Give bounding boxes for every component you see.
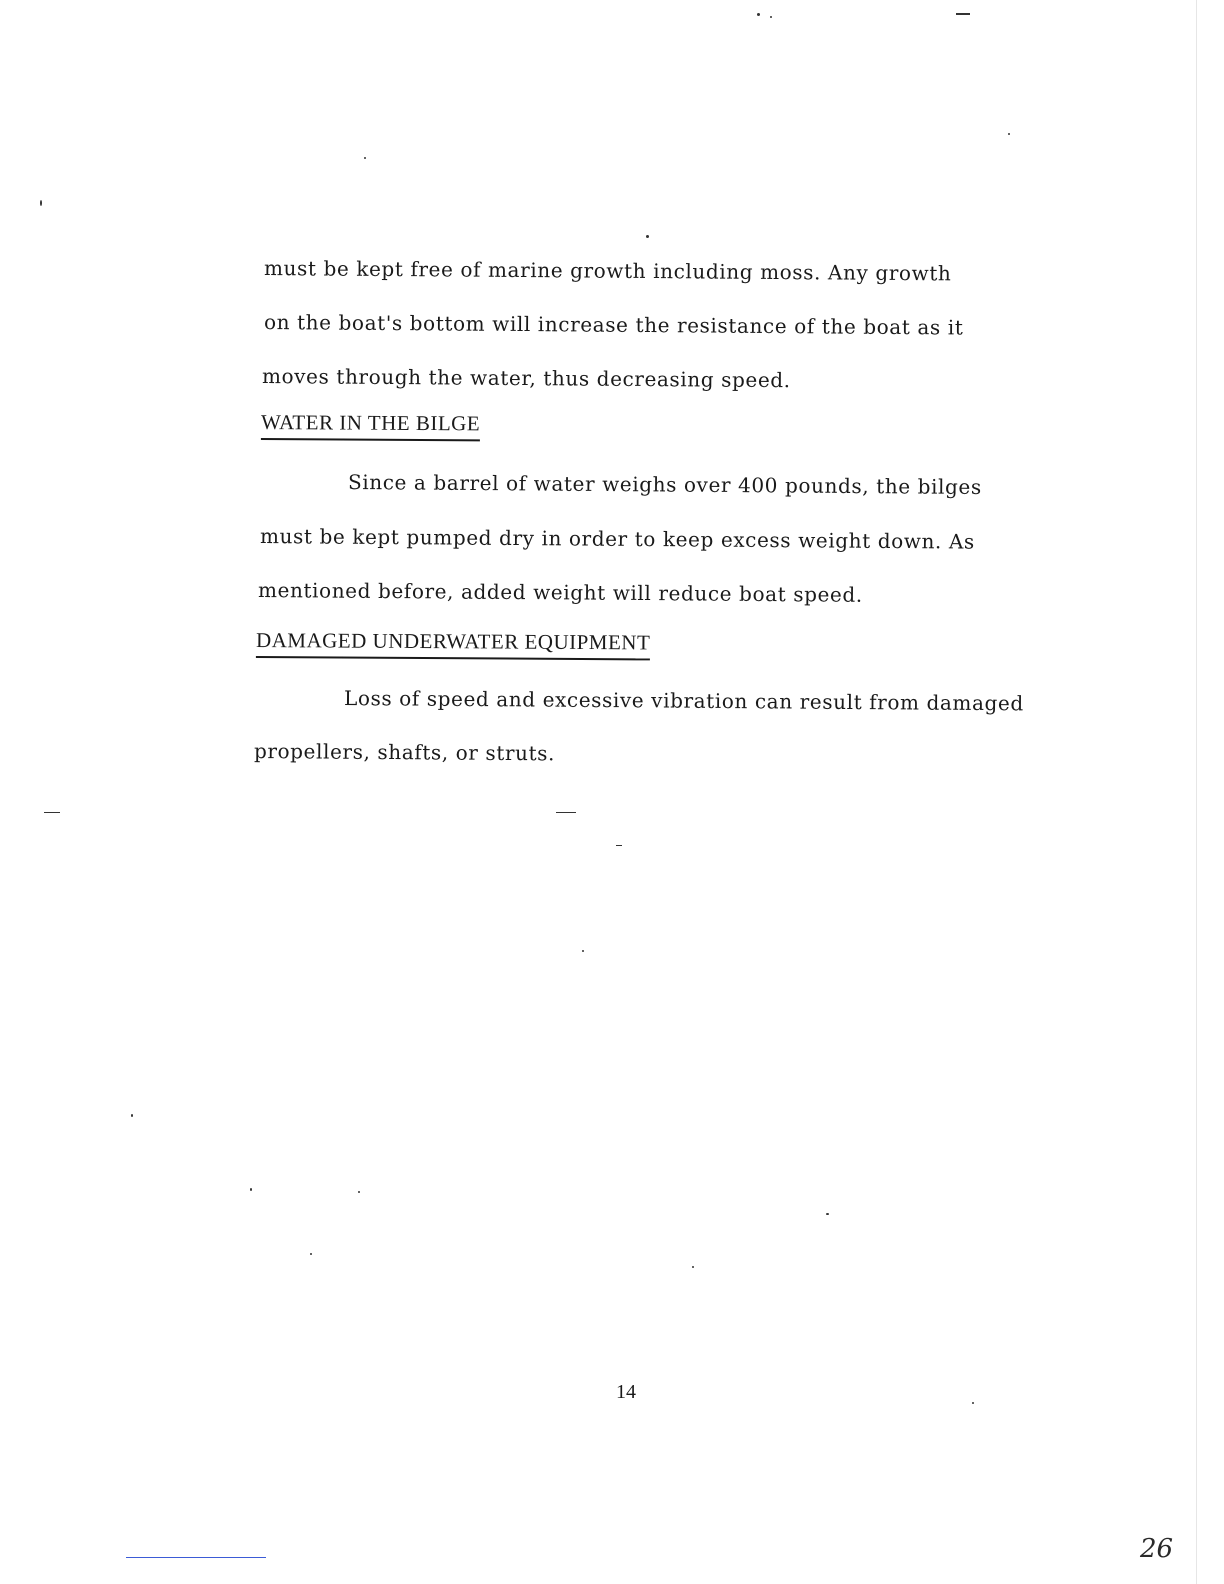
scan-speck [250,1188,252,1191]
handwritten-page-mark: 26 [1140,1534,1174,1564]
scan-edge-line [1196,0,1197,1584]
paragraph-line: moves through the water, thus decreasing speed. [261,364,791,393]
scan-speck [40,200,42,206]
scan-speck [364,157,366,159]
paragraph-line: Loss of speed and excessive vibration can result from damaged [343,686,1024,716]
scan-speck [616,845,622,846]
scan-speck [972,1402,974,1404]
paragraph-line: must be kept pumped dry in order to keep excess weight down. As [259,524,975,554]
scan-speck [956,13,970,15]
paragraph-line: Since a barrel of water weighs over 400 pounds, the bilges [347,470,982,499]
section-heading-equipment: DAMAGED UNDERWATER EQUIPMENT [256,628,651,660]
section-heading-bilge: WATER IN THE BILGE [261,410,480,441]
scan-speck [757,13,760,16]
scan-speck [826,1213,829,1215]
scan-speck [770,16,772,18]
scan-speck [556,812,576,813]
scan-speck [358,1191,360,1193]
paragraph-line: must be kept free of marine growth including moss. Any growth [263,256,952,286]
scan-speck [131,1114,133,1117]
scan-speck [1008,133,1010,135]
scan-speck [310,1253,312,1255]
scan-margin-rule [126,1557,266,1558]
scan-speck [692,1266,694,1268]
scan-speck [582,950,584,952]
paragraph-line: mentioned before, added weight will reduce boat speed. [257,578,863,607]
page-number: 14 [616,1381,636,1403]
scan-speck [646,235,649,238]
paragraph-line: on the boat's bottom will increase the resistance of the boat as it [263,310,964,340]
scan-speck [44,812,60,813]
paragraph-line: propellers, shafts, or struts. [253,739,556,766]
